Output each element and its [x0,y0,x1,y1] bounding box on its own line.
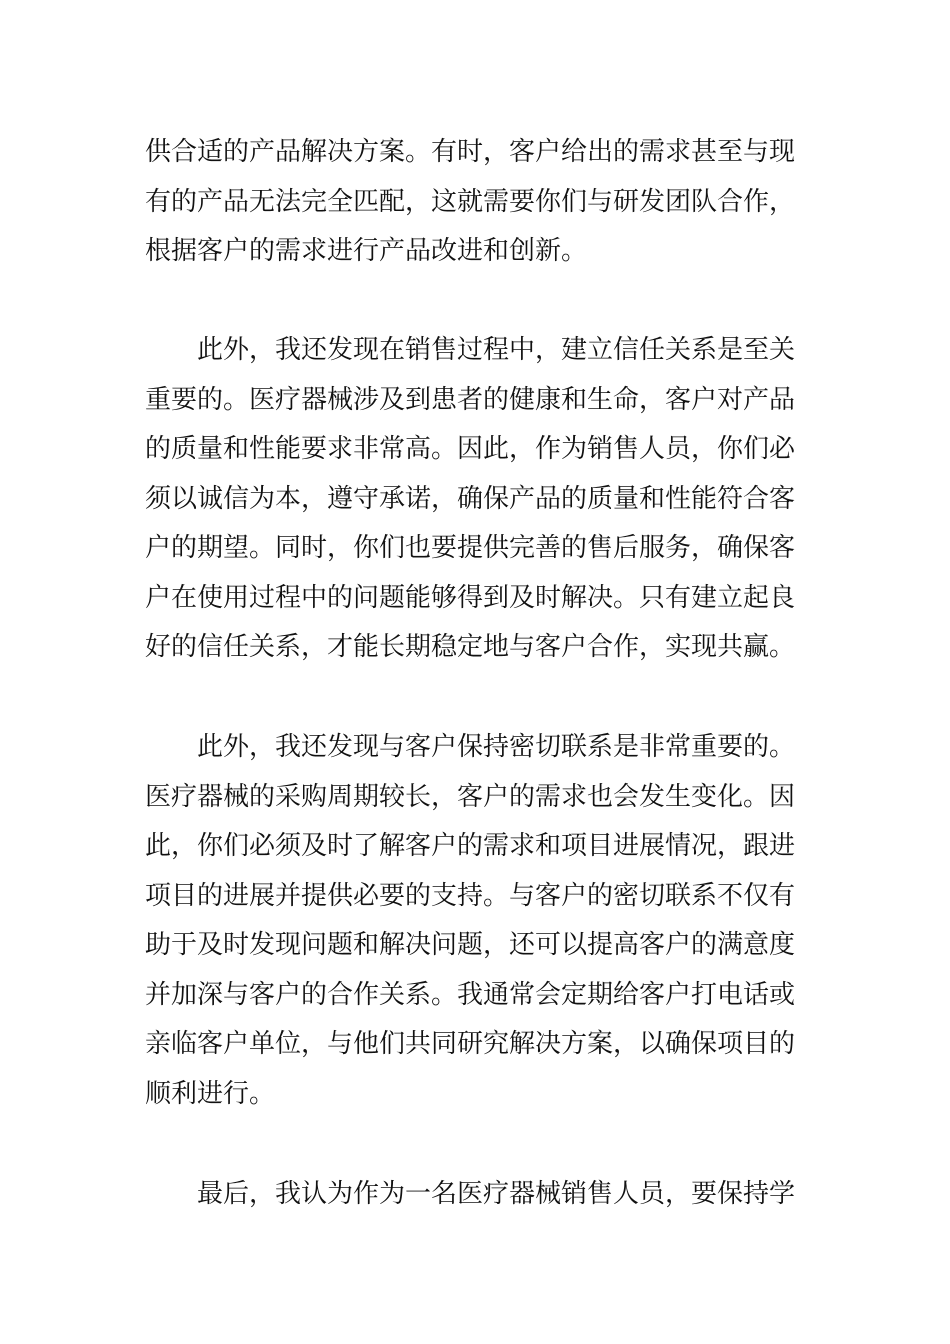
paragraph-4 [145,1170,815,1220]
paragraph-1 [145,128,815,277]
text-line: 供合适的产品解决方案。有时，客户给出的需求甚至与现 [145,137,796,167]
text-line: 医疗器械的采购周期较长，客户的需求也会发生变化。因 [145,781,796,812]
paragraph-3 [145,723,815,1119]
text-line: 户的期望。同时，你们也要提供完善的售后服务，确保客 [145,533,796,563]
text-line: 顺利进行。 [145,1078,276,1109]
text-line: 最后，我认为作为一名医疗器械销售人员，要保持学 [145,1179,796,1209]
text-line: 并加深与客户的合作关系。我通常会定期给客户打电话或 [145,979,796,1010]
text-line: 此外，我还发现与客户保持密切联系是非常重要的。 [145,732,796,762]
text-line: 有的产品无法完全匹配，这就需要你们与研发团队合作， [145,186,796,217]
text-line: 此外，我还发现在销售过程中，建立信任关系是至关 [145,335,796,365]
text-line: 好的信任关系，才能长期稳定地与客户合作，实现共赢。 [145,632,796,662]
text-line: 的质量和性能要求非常高。因此，作为销售人员，你们必 [145,434,796,464]
text-line: 户在使用过程中的问题能够得到及时解决。只有建立起良 [145,582,796,613]
text-line: 根据客户的需求进行产品改进和创新。 [145,236,588,266]
text-line: 亲临客户单位，与他们共同研究解决方案，以确保项目的 [145,1029,796,1059]
text-line: 重要的。医疗器械涉及到患者的健康和生命，客户对产品 [145,384,796,415]
text-line: 须以诚信为本，遵守承诺，确保产品的质量和性能符合客 [145,483,796,514]
text-line: 此，你们必须及时了解客户的需求和项目进展情况，跟进 [145,831,796,861]
paragraph-2 [145,326,815,673]
text-line: 项目的进展并提供必要的支持。与客户的密切联系不仅有 [145,880,796,911]
text-line: 助于及时发现问题和解决问题，还可以提高客户的满意度 [145,930,796,960]
